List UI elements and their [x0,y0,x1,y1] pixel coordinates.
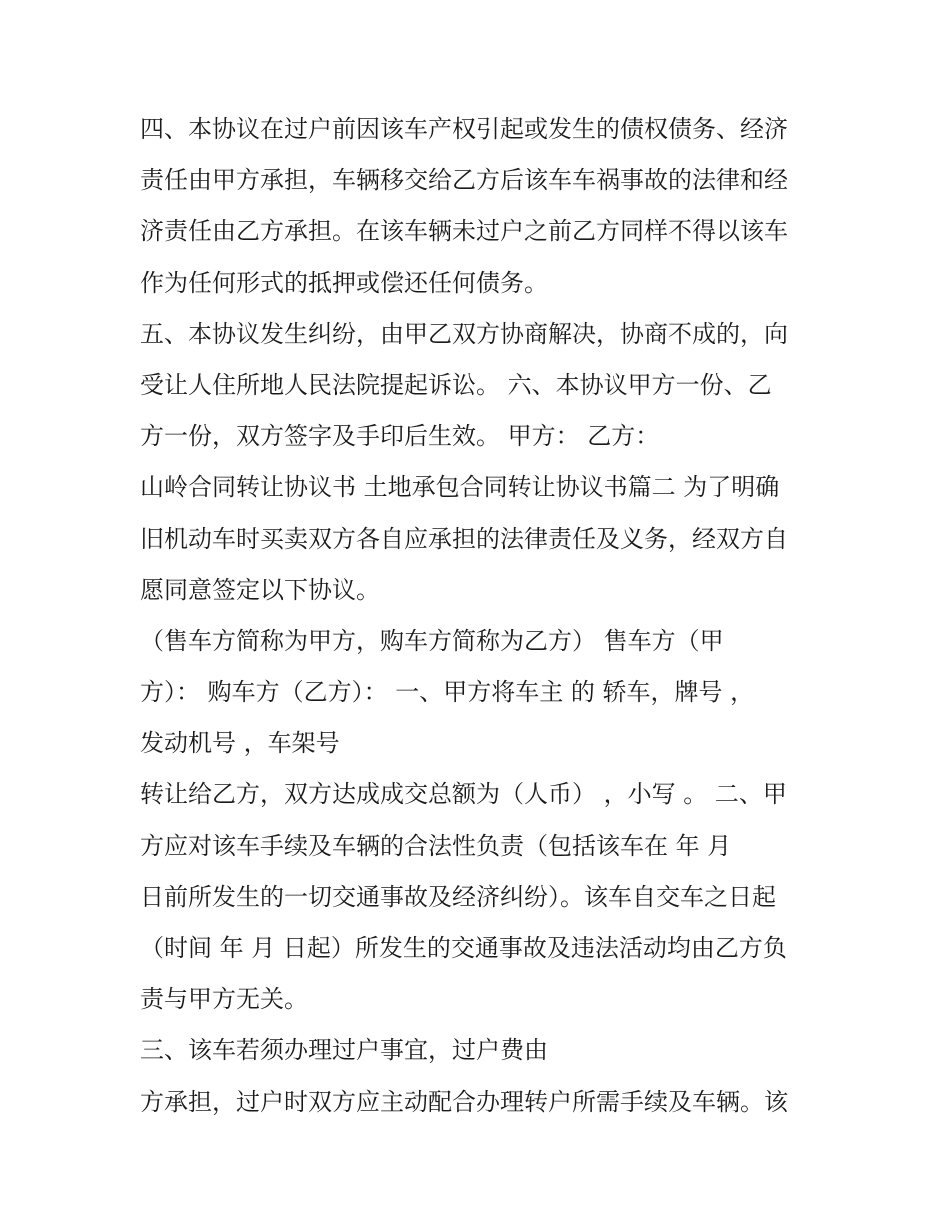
text-line-19: 三、该车若须办理过户事宜，过户费由 [140,1036,548,1065]
text-line-2: 责任由甲方承担，车辆移交给乙方后该车车祸事故的法律和经 [140,166,788,195]
text-line-14: 转让给乙方，双方达成成交总额为（人币） ，小写 。 二、甲 [140,780,787,809]
text-line-7: 方一份，双方签字及手印后生效。 甲方： 乙方： [140,422,660,451]
text-line-12: 方）： 购车方（乙方）： 一、甲方将车主 的 轿车，牌号 ， [140,678,755,707]
text-line-20: 方承担，过户时双方应主动配合办理转户所需手续及车辆。该 [140,1087,788,1116]
text-line-17: （时间 年 月 日起）所发生的交通事故及违法活动均由乙方负 [140,934,787,962]
text-line-16: 日前所发生的一切交通事故及经济纠纷）。该车自交车之日起 [140,882,776,911]
document-body [140,104,830,1128]
text-line-13: 发动机号 ，车架号 [140,729,340,758]
text-line-15: 方应对该车手续及车辆的合法性负责（包括该车在 年 月 [140,831,732,860]
text-line-6: 受让人住所地人民法院提起诉讼。 六、本协议甲方一份、乙 [140,370,772,399]
text-line-18: 责与甲方无关。 [140,985,308,1014]
text-line-9: 旧机动车时买卖双方各自应承担的法律责任及义务，经双方自 [140,524,788,553]
text-line-1: 四、本协议在过户前因该车产权引起或发生的债权债务、经济 [140,115,788,143]
text-line-4: 作为任何形式的抵押或偿还任何债务。 [140,268,548,297]
text-line-8: 山岭合同转让协议书 土地承包合同转让协议书篇二 为了明确 [140,473,780,502]
text-line-3: 济责任由乙方承担。在该车辆未过户之前乙方同样不得以该车 [140,217,788,246]
text-line-10: 愿同意签定以下协议。 [140,575,380,604]
text-line-11: （售车方简称为甲方，购车方简称为乙方） 售车方（甲 [140,626,724,655]
text-line-5: 五、本协议发生纠纷，由甲乙双方协商解决，协商不成的，向 [140,319,788,348]
